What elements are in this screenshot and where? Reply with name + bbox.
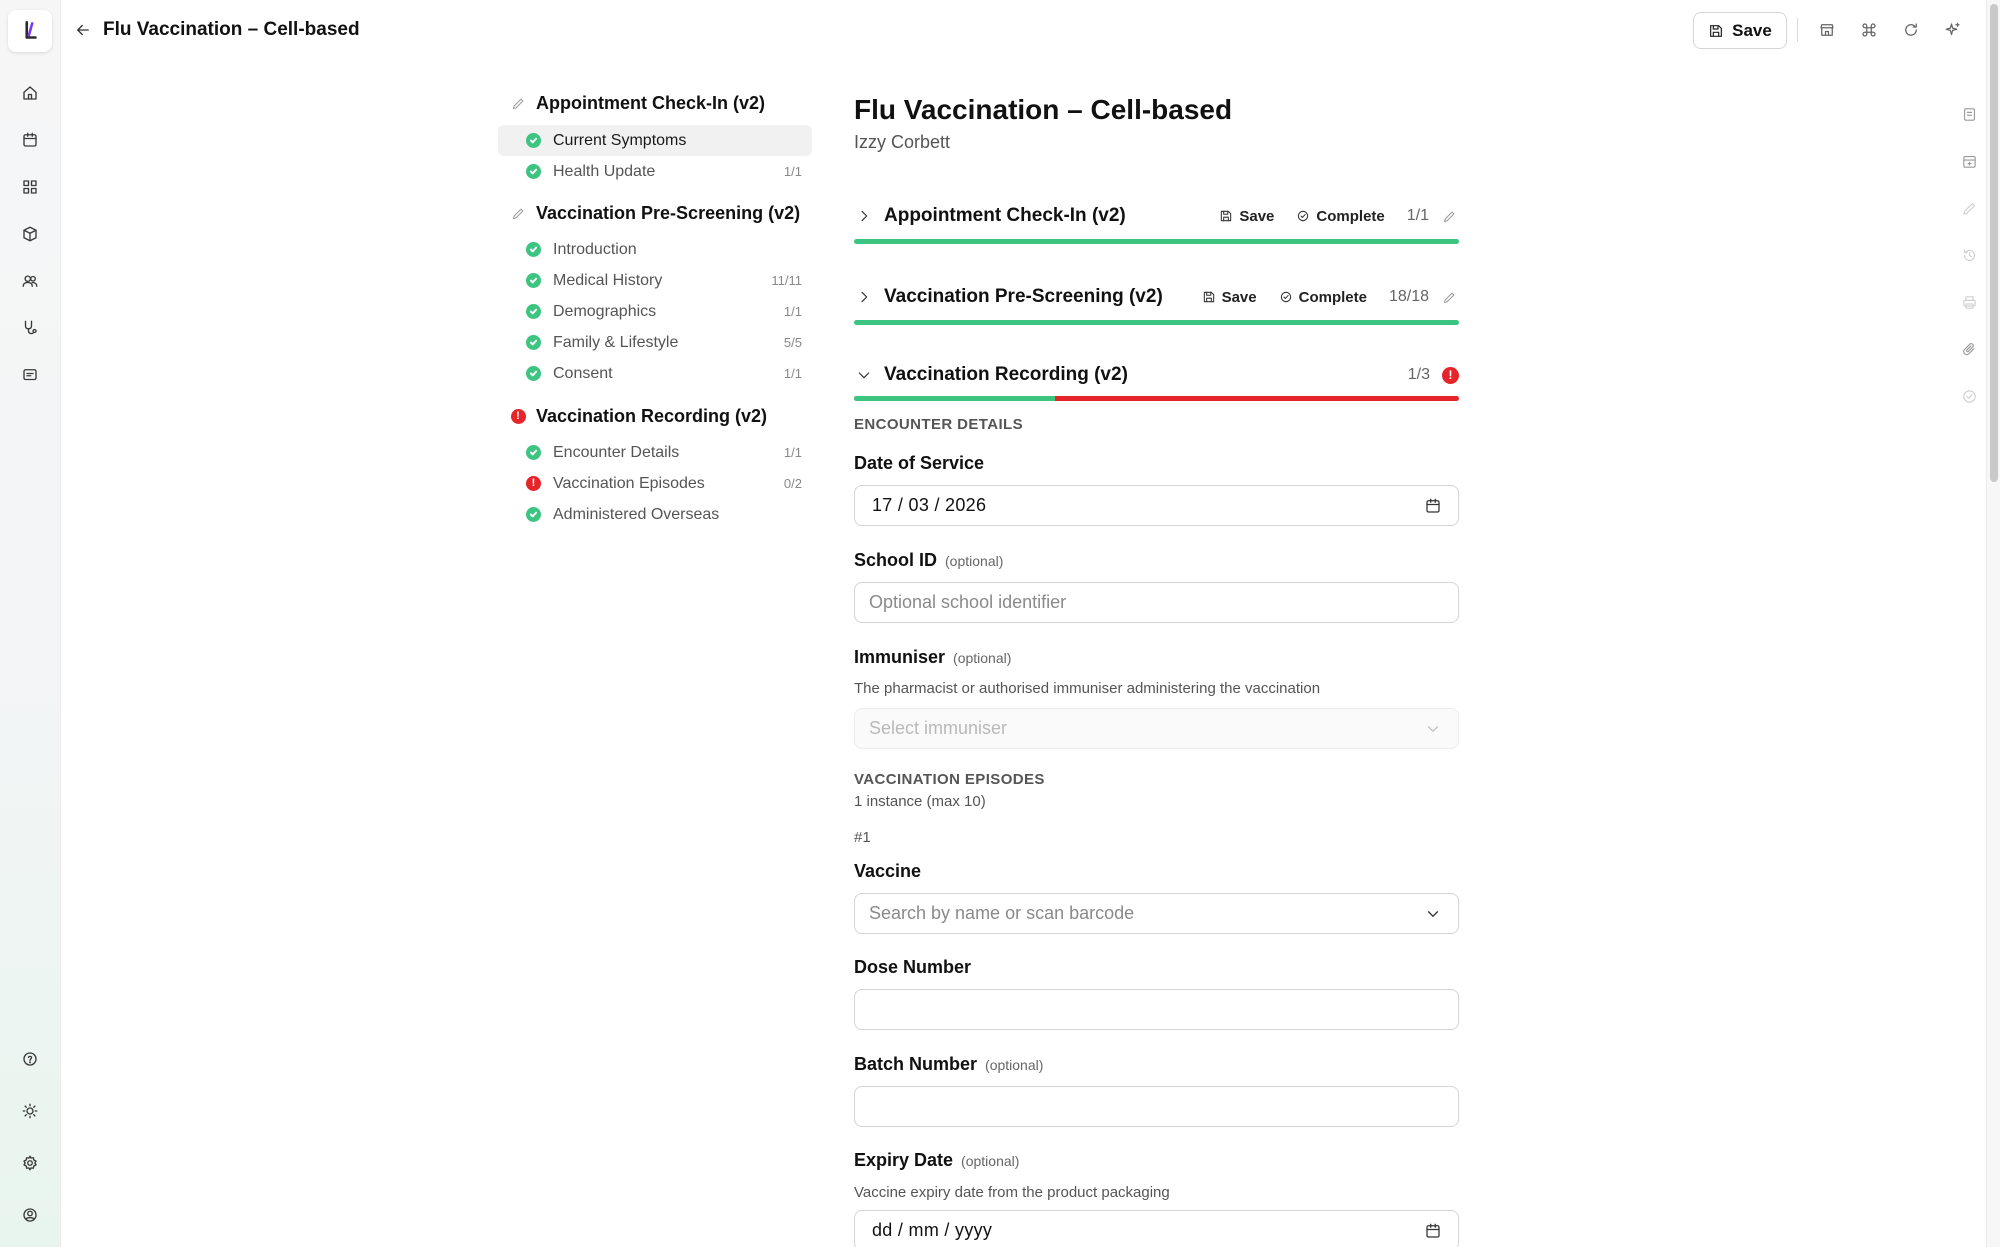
- nav-item-count: 5/5: [783, 335, 802, 350]
- nav-item-count: 1/1: [783, 366, 802, 381]
- optional-tag: (optional): [945, 553, 1004, 569]
- section-complete-button[interactable]: [1296, 208, 1384, 225]
- immuniser-placeholder: Select immuniser: [869, 718, 1008, 738]
- nav-item-label: Current Symptoms: [553, 131, 687, 149]
- account-icon[interactable]: [18, 1203, 42, 1227]
- package-icon[interactable]: [18, 222, 42, 246]
- progress-fill: [854, 320, 1459, 325]
- section-header-vaccination-pre-screening[interactable]: [854, 277, 1459, 317]
- calendar-icon[interactable]: [1422, 495, 1444, 517]
- nav-group-title: Vaccination Pre-Screening (v2): [536, 202, 801, 223]
- pencil-icon[interactable]: [1439, 287, 1459, 307]
- date-of-service-field[interactable]: [854, 485, 1459, 526]
- logo-icon: [17, 18, 43, 44]
- section-header-appointment-check-in[interactable]: [854, 196, 1459, 236]
- pencil-icon: [508, 203, 528, 223]
- immuniser-select[interactable]: [854, 708, 1459, 749]
- check-circle-icon: [1296, 209, 1310, 223]
- optional-tag: (optional): [961, 1153, 1020, 1169]
- progress-fill: [854, 239, 1459, 244]
- nav-item-family-lifestyle[interactable]: [498, 327, 812, 358]
- nav-item-medical-history[interactable]: [498, 265, 812, 296]
- chevron-right-icon[interactable]: [854, 287, 874, 307]
- calendar-icon[interactable]: [18, 128, 42, 152]
- message-icon[interactable]: [18, 363, 42, 387]
- batch-number-label: [854, 1054, 1043, 1075]
- chevron-down-icon[interactable]: [854, 365, 874, 385]
- optional-tag: (optional): [985, 1057, 1044, 1073]
- nav-group-appointment-check-in[interactable]: [498, 88, 812, 118]
- section-complete-label: Complete: [1298, 288, 1367, 306]
- expiry-date-placeholder: dd / mm / yyyy: [872, 1220, 993, 1240]
- school-id-input[interactable]: [854, 582, 1459, 623]
- section-save-label: Save: [1221, 288, 1257, 306]
- date-of-service-value: 17 / 03 / 2026: [872, 495, 987, 515]
- nav-group-title: Appointment Check-In (v2): [536, 92, 766, 113]
- chevron-right-icon[interactable]: [854, 206, 874, 226]
- page-title: Flu Vaccination – Cell-based: [103, 19, 360, 40]
- error-icon: !: [508, 406, 528, 426]
- immuniser-label-text: Immuniser: [854, 647, 946, 667]
- nav-item-current-symptoms[interactable]: [498, 125, 812, 156]
- nav-item-label: Vaccination Episodes: [553, 474, 705, 492]
- history-icon: [1958, 244, 1980, 266]
- scrollbar-thumb[interactable]: [1990, 4, 1998, 482]
- nav-item-introduction[interactable]: [498, 234, 812, 265]
- save-button-label: Save: [1732, 20, 1772, 40]
- nav-item-label: Family & Lifestyle: [553, 333, 679, 351]
- nav-item-demographics[interactable]: [498, 296, 812, 327]
- chevron-down-icon: [1422, 903, 1444, 925]
- nav-group-vaccination-recording[interactable]: [498, 401, 812, 431]
- check-icon: [526, 133, 541, 148]
- section-complete-button[interactable]: [1279, 289, 1367, 306]
- check-icon: [526, 164, 541, 179]
- scrollbar[interactable]: [1986, 0, 2000, 1247]
- dose-number-label: Dose Number: [854, 957, 972, 977]
- date-of-service-label: Date of Service: [854, 453, 985, 473]
- nav-item-count: 1/1: [783, 304, 802, 319]
- optional-tag: (optional): [953, 650, 1012, 666]
- school-id-label: [854, 550, 1003, 571]
- error-icon: !: [1442, 367, 1459, 384]
- calendar-plus-icon[interactable]: [1958, 150, 1980, 172]
- stethoscope-icon[interactable]: [18, 316, 42, 340]
- paperclip-icon[interactable]: [1958, 338, 1980, 360]
- patient-name: Izzy Corbett: [854, 132, 951, 152]
- error-icon: !: [526, 476, 541, 491]
- app-rail: [0, 0, 61, 1247]
- nav-item-count: 11/11: [771, 273, 802, 288]
- batch-number-text-input[interactable]: [869, 1096, 1444, 1117]
- nav-item-administered-overseas[interactable]: [498, 499, 812, 530]
- section-save-label: Save: [1239, 207, 1275, 225]
- section-count: 1/1: [1406, 207, 1429, 224]
- check-circle-icon: [1958, 385, 1980, 407]
- nav-item-label: Introduction: [553, 240, 637, 258]
- save-icon: [1708, 23, 1724, 39]
- nav-item-label: Demographics: [553, 302, 657, 320]
- nav-item-encounter-details[interactable]: [498, 437, 812, 468]
- settings-icon[interactable]: [18, 1151, 42, 1175]
- section-complete-label: Complete: [1316, 207, 1385, 225]
- vaccine-search-select[interactable]: [854, 893, 1459, 934]
- check-icon: [526, 445, 541, 460]
- batch-number-label-text: Batch Number: [854, 1054, 978, 1074]
- check-icon: [526, 304, 541, 319]
- vaccine-placeholder: Search by name or scan barcode: [869, 903, 1135, 923]
- nav-item-vaccination-episodes[interactable]: [498, 468, 812, 499]
- expiry-date-help-text: Vaccine expiry date from the product packaging: [854, 1184, 1170, 1201]
- check-icon: [526, 507, 541, 522]
- check-icon: [526, 335, 541, 350]
- sparkle-icon[interactable]: [1941, 18, 1965, 42]
- section-title: Appointment Check-In (v2): [884, 205, 1126, 226]
- command-icon[interactable]: [1857, 18, 1881, 42]
- document-icon[interactable]: [1958, 103, 1980, 125]
- nav-item-label: Health Update: [553, 162, 656, 180]
- nav-item-count: 0/2: [783, 476, 802, 491]
- check-icon: [526, 273, 541, 288]
- refresh-icon[interactable]: [1899, 18, 1923, 42]
- save-button[interactable]: [1693, 12, 1787, 49]
- app-logo[interactable]: [8, 10, 52, 52]
- section-progress-bar: [854, 239, 1459, 244]
- section-progress-bar: [854, 396, 1459, 401]
- episodes-instance-count: 1 instance (max 10): [854, 793, 986, 810]
- progress-fill: [854, 396, 1055, 401]
- vaccine-label: Vaccine: [854, 861, 922, 881]
- immuniser-help-text: The pharmacist or authorised immuniser administering the vaccination: [854, 680, 1321, 697]
- section-save-button[interactable]: [1219, 208, 1274, 225]
- batch-number-input[interactable]: [854, 1086, 1459, 1127]
- nav-item-label: Administered Overseas: [553, 505, 720, 523]
- calendar-icon[interactable]: [1422, 1220, 1444, 1242]
- pencil-icon: [508, 93, 528, 113]
- sun-icon[interactable]: [18, 1099, 42, 1123]
- dose-number-text-input[interactable]: [869, 999, 1444, 1020]
- nav-item-consent[interactable]: [498, 358, 812, 389]
- top-header: [61, 0, 1986, 62]
- document-title: Flu Vaccination – Cell-based: [854, 94, 1233, 125]
- pencil-icon[interactable]: [1439, 206, 1459, 226]
- save-icon: [1219, 209, 1233, 223]
- nav-item-label: Consent: [553, 364, 613, 382]
- section-title: Vaccination Pre-Screening (v2): [884, 286, 1163, 307]
- nav-group-vaccination-pre-screening[interactable]: [498, 198, 812, 228]
- group-label-encounter-details: ENCOUNTER DETAILS: [854, 416, 1024, 433]
- expiry-date-label: [854, 1150, 1019, 1171]
- nav-item-health-update[interactable]: [498, 156, 812, 187]
- header-divider: [1797, 18, 1798, 42]
- grid-icon[interactable]: [18, 175, 42, 199]
- expiry-date-label-text: Expiry Date: [854, 1150, 954, 1170]
- group-label-vaccination-episodes: VACCINATION EPISODES: [854, 771, 1045, 788]
- chevron-down-icon: [1422, 718, 1444, 740]
- section-progress-bar: [854, 320, 1459, 325]
- users-icon[interactable]: [18, 269, 42, 293]
- section-save-button[interactable]: [1202, 289, 1257, 306]
- back-arrow-icon[interactable]: [71, 18, 95, 42]
- save-icon: [1202, 290, 1216, 304]
- printer-icon: [1958, 291, 1980, 313]
- store-icon[interactable]: [1815, 18, 1839, 42]
- dose-number-input[interactable]: [854, 989, 1459, 1030]
- home-icon[interactable]: [18, 81, 42, 105]
- episode-number: #1: [854, 829, 871, 846]
- section-count: 18/18: [1388, 288, 1429, 305]
- nav-item-count: 1/1: [783, 445, 802, 460]
- check-icon: [526, 366, 541, 381]
- nav-item-count: 1/1: [783, 164, 802, 179]
- help-icon[interactable]: [18, 1047, 42, 1071]
- nav-group-title: Vaccination Recording (v2): [536, 405, 768, 426]
- immuniser-label: [854, 647, 1011, 668]
- pen-icon: [1958, 197, 1980, 219]
- check-circle-icon: [1279, 290, 1293, 304]
- nav-item-label: Encounter Details: [553, 443, 680, 461]
- check-icon: [526, 242, 541, 257]
- school-id-text-input[interactable]: [869, 592, 1444, 613]
- section-header-vaccination-recording[interactable]: [854, 355, 1459, 395]
- expiry-date-field[interactable]: [854, 1210, 1459, 1247]
- nav-item-label: Medical History: [553, 271, 663, 289]
- section-count: 1/3: [1407, 366, 1430, 383]
- section-title: Vaccination Recording (v2): [884, 364, 1128, 385]
- school-id-label-text: School ID: [854, 550, 938, 570]
